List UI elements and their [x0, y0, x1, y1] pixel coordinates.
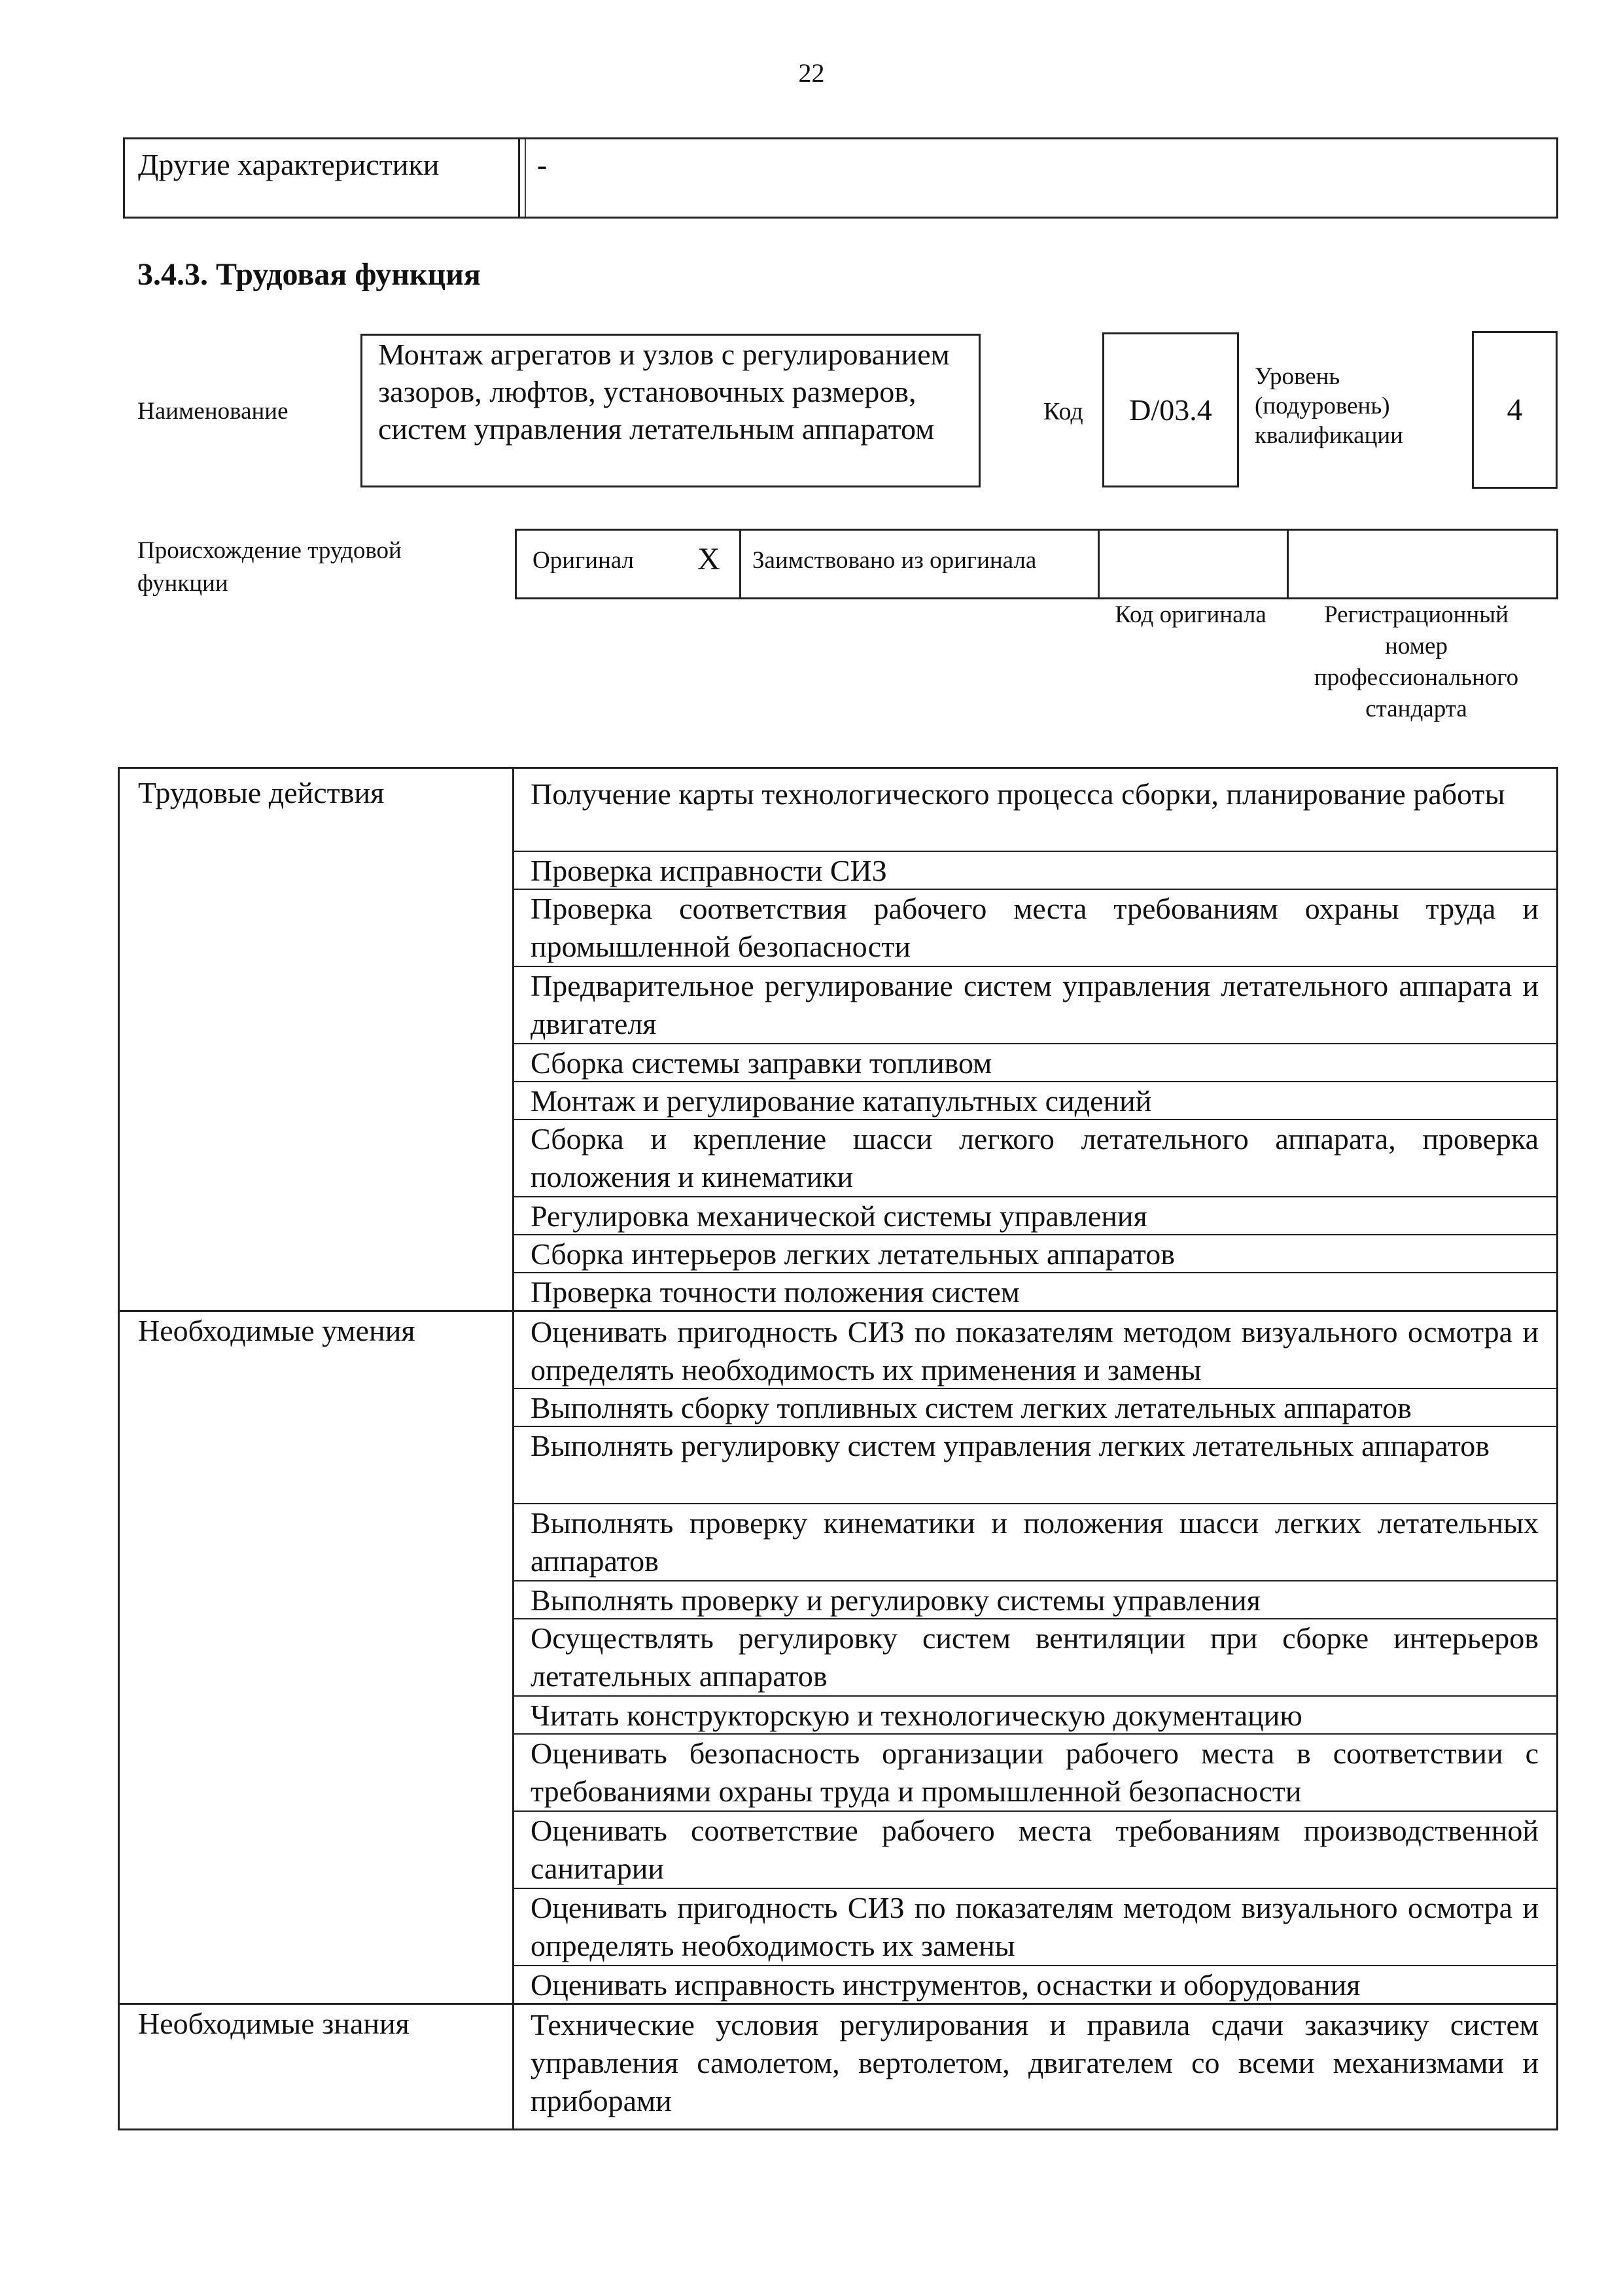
knowledge-item: Технические условия регулирования и правила сдачи заказчику систем управления самолетом, вертолетом, двигателем со всеми механизмами и приборами: [531, 2008, 1539, 2117]
skill-item: Оценивать безопасность организации рабочего места в соответствии с требованиями охраны труда и промышленной безопасности: [531, 1737, 1539, 1808]
code-box: [1102, 332, 1239, 487]
code-original-caption: Код оригинала: [1115, 601, 1266, 628]
column-divider: [518, 139, 520, 217]
origin-table: [515, 529, 1558, 599]
labor-action-item: Предварительное регулирование систем управления летательного аппарата и двигателя: [531, 969, 1539, 1040]
origin-original-label: Оригинал: [532, 547, 635, 574]
code-label: Код: [1043, 398, 1083, 425]
labor-action-item: Монтаж и регулирование катапультных сидений: [531, 1084, 1152, 1118]
labor-actions-label: Трудовые действия: [138, 776, 385, 809]
column-divider: [525, 139, 526, 217]
column-divider: [1098, 531, 1100, 597]
required-skills-label: Необходимые умения: [138, 1314, 415, 1347]
skill-item: Выполнять сборку топливных систем легких летательных аппаратов: [531, 1391, 1412, 1424]
column-divider: [512, 769, 514, 2128]
skill-item: Выполнять регулировку систем управления легких летательных аппаратов: [531, 1429, 1490, 1462]
labor-action-item: Проверка исправности СИЗ: [531, 854, 887, 887]
other-characteristics-table: [123, 137, 1558, 219]
level-box: [1472, 331, 1558, 489]
origin-label: Происхождение трудовой функции: [137, 537, 402, 597]
main-table: [118, 767, 1558, 2130]
skill-item: Выполнять проверку и регулировку системы управления: [531, 1583, 1261, 1617]
code-value: D/03.4: [1129, 393, 1212, 427]
skill-item: Осуществлять регулировку систем вентиляции при сборке интерьеров летательных аппаратов: [531, 1621, 1539, 1693]
labor-action-item: Проверка соответствия рабочего места требованиям охраны труда и промышленной безопасности: [531, 892, 1539, 963]
skill-item: Оценивать пригодность СИЗ по показателям методом визуального осмотра и определять необходимость их замены: [531, 1891, 1539, 1962]
group-divider: [120, 2003, 1556, 2005]
group-divider: [120, 1310, 1556, 1312]
skill-item: Оценивать пригодность СИЗ по показателям методом визуального осмотра и определять необходимость их применения и замены: [531, 1315, 1539, 1386]
column-divider: [739, 531, 741, 597]
function-name-box: [360, 334, 981, 487]
required-knowledge-label: Необходимые знания: [138, 2007, 410, 2040]
section-title: 3.4.3. Трудовая функция: [137, 257, 481, 292]
skill-item: Оценивать соответствие рабочего места требованиям производственной санитарии: [531, 1814, 1539, 1885]
labor-action-item: Сборка системы заправки топливом: [531, 1046, 992, 1080]
labor-action-item: Проверка точности положения систем: [531, 1275, 1020, 1309]
reg-number-caption: Регистрационный номер профессионального стандарта: [1314, 601, 1519, 722]
level-value: 4: [1507, 393, 1523, 427]
other-characteristics-value: -: [537, 148, 548, 181]
labor-action-item: Сборка и крепление шасси легкого летательного аппарата, проверка положения и кинематики: [531, 1122, 1539, 1193]
function-name-value: Монтаж агрегатов и узлов с регулированием зазоров, люфтов, установочных размеров, систем управления летательным аппаратом: [378, 338, 950, 446]
labor-action-item: Регулировка механической системы управления: [531, 1199, 1147, 1233]
origin-original-mark: X: [697, 542, 720, 576]
function-name-label: Наименование: [137, 398, 288, 425]
page-number: 22: [798, 58, 825, 88]
skill-item: Читать конструкторскую и технологическую документацию: [531, 1699, 1302, 1732]
skill-item: Оценивать исправность инструментов, оснастки и оборудования: [531, 1968, 1361, 2002]
labor-action-item: Получение карты технологического процесса сборки, планирование работы: [531, 777, 1505, 811]
column-divider: [1287, 531, 1289, 597]
labor-action-item: Сборка интерьеров легких летательных аппаратов: [531, 1237, 1175, 1271]
skill-item: Выполнять проверку кинематики и положения шасси легких летательных аппаратов: [531, 1506, 1539, 1578]
other-characteristics-label: Другие характеристики: [138, 148, 440, 181]
origin-borrowed-label: Заимствовано из оригинала: [752, 547, 1037, 574]
level-label: Уровень (подуровень) квалификации: [1255, 363, 1403, 449]
